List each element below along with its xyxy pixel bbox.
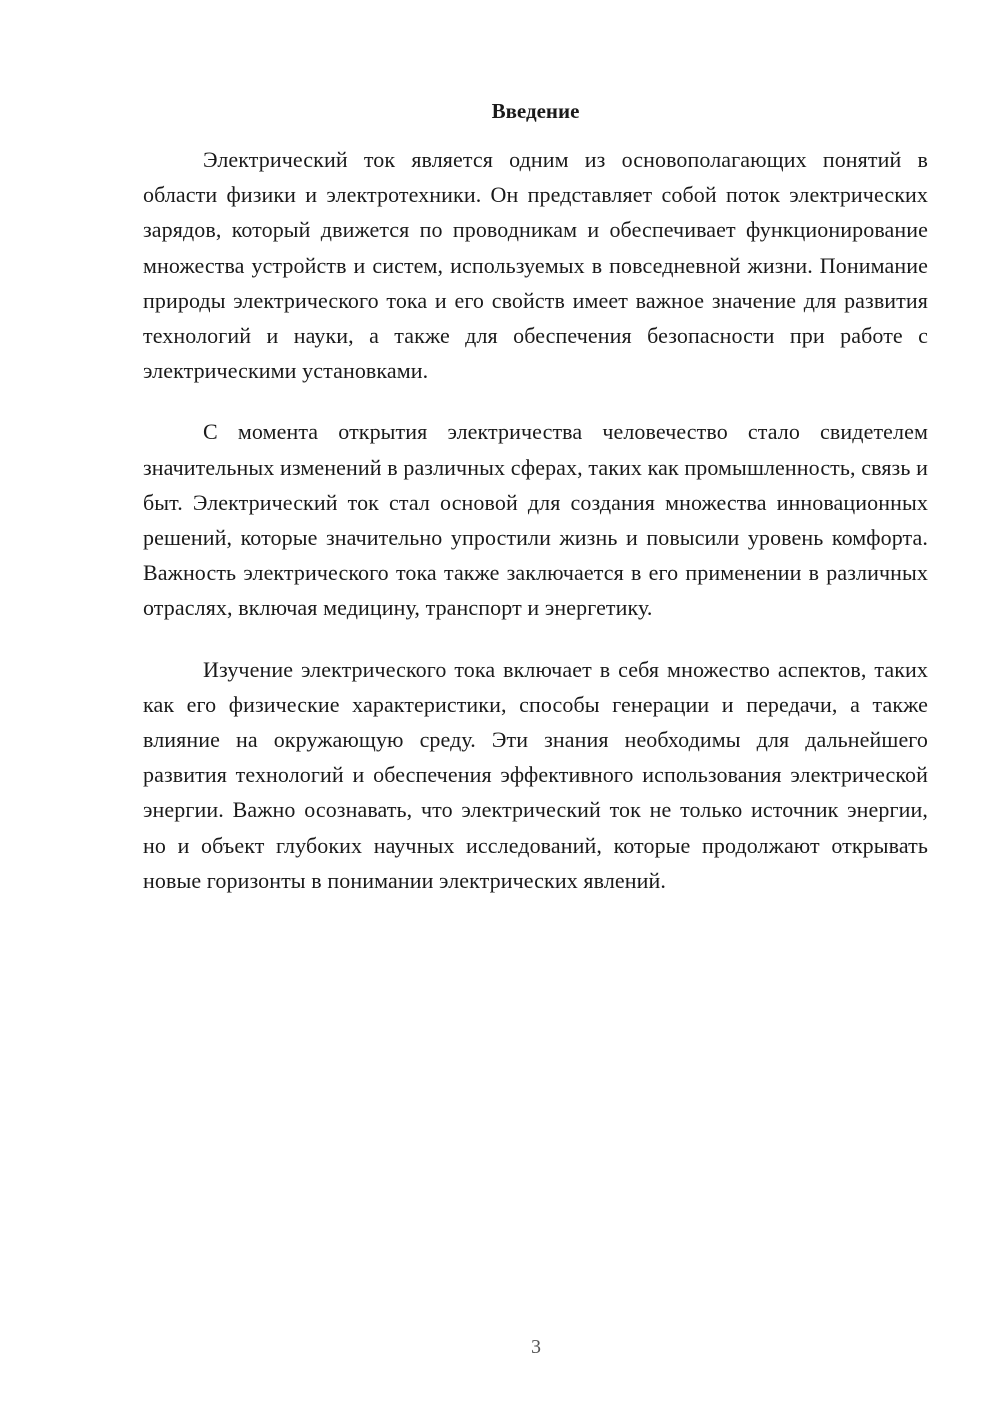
page-number: 3 [531,1336,541,1358]
paragraph-2: С момента открытия электричества человечество стало свидетелем значительных изменений в различных сферах, таких как промышленность, связь и быт. Электрический ток стал основой для создания множества инновационных решений, которые значительно упростили жизнь и повысили уровень комфорта. Важность электрического тока также заключается в его применении в различных отраслях, включая медицину, транспорт и энергетику. [143,419,928,621]
body-text [143,142,928,924]
section-heading: Введение [491,99,580,123]
paragraph-3: Изучение электрического тока включает в себя множество аспектов, таких как его физические характеристики, способы генерации и передачи, а также влияние на окружающую среду. Эти знания необходимы для дальнейшего развития технологий и обеспечения эффективного использования электрической энергии. Важно осознавать, что электрический ток не только источник энергии, но и объект глубоких научных исследований, которые продолжают открывать новые горизонты в понимании электрических явлений. [143,656,928,893]
paragraph-1: Электрический ток является одним из основополагающих понятий в области физики и электротехники. Он представляет собой поток электрических зарядов, который движется по проводникам и обеспечивает функционирование множества устройств и систем, используемых в повседневной жизни. Понимание природы электрического тока и его свойств имеет важное значение для развития технологий и науки, а также для обеспечения безопасности при работе с электрическими установками. [143,147,928,384]
